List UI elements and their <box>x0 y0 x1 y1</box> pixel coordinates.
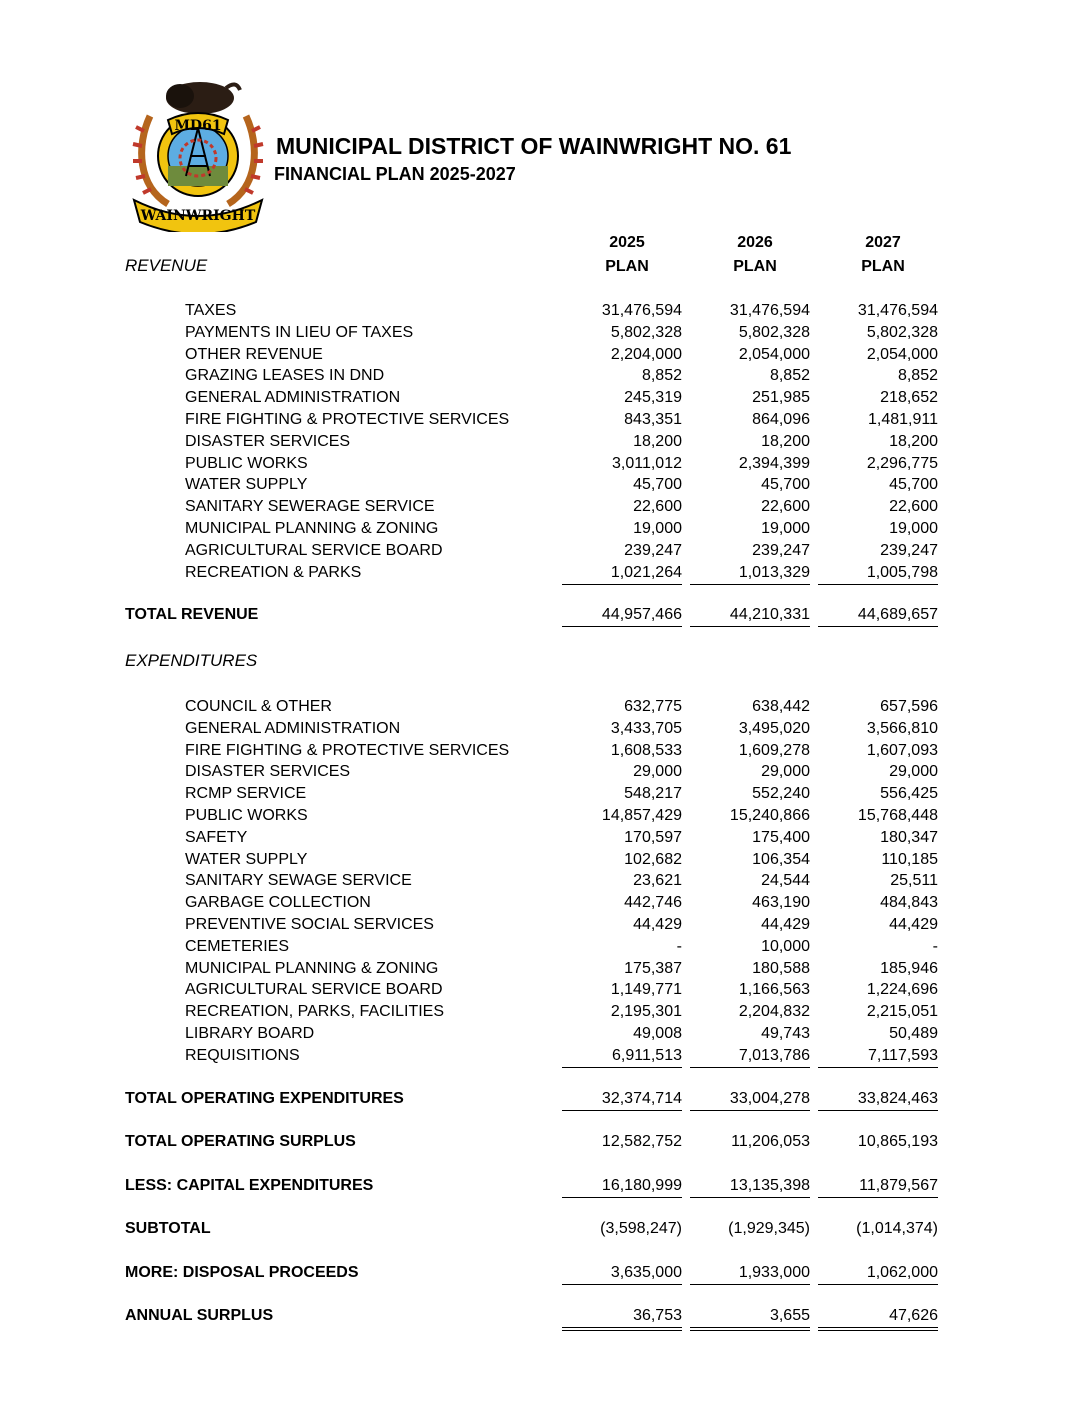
row-value-3: 1,224,696 <box>866 981 938 999</box>
row-value-2: 2,394,399 <box>738 454 810 472</box>
row-value-1: 170,597 <box>624 828 682 846</box>
total-row <box>0 1218 1088 1240</box>
row-value-1: (3,598,247) <box>600 1220 682 1237</box>
row-value-2: (1,929,345) <box>728 1220 810 1237</box>
row-value-2: 2,054,000 <box>738 345 810 363</box>
row-value-1: 31,476,594 <box>601 302 682 319</box>
row-value-2: 44,210,331 <box>690 604 810 627</box>
row-value-3: 1,481,911 <box>868 411 938 428</box>
row-value-3: 15,768,448 <box>857 807 938 824</box>
table-row <box>0 409 1088 431</box>
row-value-3: 1,005,798 <box>818 562 938 585</box>
total-row <box>0 1305 1088 1327</box>
row-value-2: 15,240,866 <box>729 807 810 824</box>
row-value-2: 10,000 <box>761 937 810 955</box>
row-label: LESS: CAPITAL EXPENDITURES <box>125 1177 374 1194</box>
row-value-3: 25,511 <box>890 872 938 890</box>
revenue-heading: REVENUE <box>125 256 208 275</box>
table-row <box>0 740 1088 762</box>
row-value-2: 1,013,329 <box>690 562 810 585</box>
row-label: GRAZING LEASES IN DND <box>185 367 385 385</box>
row-label: SAFETY <box>185 828 248 846</box>
row-value-1: 2,195,301 <box>610 1003 682 1021</box>
table-row <box>0 783 1088 805</box>
row-label: WATER SUPPLY <box>185 476 308 494</box>
row-value-2: 44,429 <box>761 916 810 933</box>
row-value-1: 6,911,513 <box>562 1045 682 1068</box>
row-label: ANNUAL SURPLUS <box>125 1307 274 1324</box>
row-value-1: 22,600 <box>633 498 682 516</box>
row-label: TAXES <box>185 302 237 319</box>
row-label: SANITARY SEWERAGE SERVICE <box>185 498 435 516</box>
row-label: COUNCIL & OTHER <box>185 698 332 715</box>
row-label: OTHER REVENUE <box>185 345 323 363</box>
row-value-2: 22,600 <box>761 498 810 516</box>
row-value-1: 175,387 <box>624 959 682 977</box>
row-label: DISASTER SERVICES <box>185 432 351 450</box>
table-row <box>0 1045 1088 1067</box>
row-value-1: 44,957,466 <box>562 604 682 627</box>
row-value-3: 19,000 <box>889 520 938 537</box>
row-value-3: 45,700 <box>889 476 938 494</box>
row-value-3: 110,185 <box>881 850 938 868</box>
row-label: SUBTOTAL <box>125 1220 211 1237</box>
row-value-2: 24,544 <box>761 872 810 890</box>
row-value-1: 3,635,000 <box>562 1262 682 1285</box>
row-label: GARBAGE COLLECTION <box>185 894 371 912</box>
row-value-3: 1,607,093 <box>866 741 938 759</box>
row-value-2: 251,985 <box>752 389 810 407</box>
row-label: PREVENTIVE SOCIAL SERVICES <box>185 916 434 933</box>
page-subtitle: FINANCIAL PLAN 2025-2027 <box>274 164 516 184</box>
row-value-3: 29,000 <box>889 763 938 781</box>
row-value-3: 18,200 <box>889 432 938 450</box>
row-value-2: 5,802,328 <box>738 323 810 341</box>
row-value-1: 245,319 <box>624 389 682 407</box>
row-label: PAYMENTS IN LIEU OF TAXES <box>185 323 414 341</box>
logo-bottom-text: WAINWRIGHT <box>140 208 256 224</box>
row-label: LIBRARY BOARD <box>185 1025 315 1042</box>
row-label: RECREATION, PARKS, FACILITIES <box>185 1003 445 1021</box>
row-value-3: - <box>932 937 938 955</box>
row-value-3: 180,347 <box>880 828 938 846</box>
row-value-1: 3,011,012 <box>612 454 682 472</box>
row-label: REQUISITIONS <box>185 1046 300 1064</box>
row-value-3: 484,843 <box>880 894 938 912</box>
row-label: RECREATION & PARKS <box>185 563 362 581</box>
row-value-2: 18,200 <box>761 432 810 450</box>
table-row <box>0 718 1088 740</box>
page-title: MUNICIPAL DISTRICT OF WAINWRIGHT NO. 61 <box>276 133 792 159</box>
row-value-1: 843,351 <box>624 411 682 428</box>
table-row <box>0 431 1088 453</box>
row-value-3: 239,247 <box>880 541 938 559</box>
row-value-2: 552,240 <box>752 785 810 803</box>
table-row <box>0 1001 1088 1023</box>
row-value-2: 8,852 <box>769 367 810 385</box>
row-value-3: 657,596 <box>880 698 938 715</box>
row-value-2: 3,655 <box>690 1305 810 1331</box>
table-row <box>0 322 1088 344</box>
row-label: TOTAL OPERATING EXPENDITURES <box>125 1090 404 1107</box>
row-value-1: 12,582,752 <box>601 1133 682 1150</box>
row-value-1: 49,008 <box>633 1025 682 1042</box>
row-value-2: 463,190 <box>752 894 810 912</box>
column-year-2025: 2025 <box>609 234 645 251</box>
row-value-3: 47,626 <box>818 1305 938 1331</box>
row-value-1: 442,746 <box>624 894 682 912</box>
row-value-1: 45,700 <box>633 476 682 494</box>
row-label: FIRE FIGHTING & PROTECTIVE SERVICES <box>185 741 510 759</box>
row-label: CEMETERIES <box>185 937 290 955</box>
row-label: RCMP SERVICE <box>185 785 307 803</box>
row-label: DISASTER SERVICES <box>185 763 351 781</box>
row-value-2: 180,588 <box>752 959 810 977</box>
row-value-3: 2,296,775 <box>866 454 938 472</box>
row-value-2: 13,135,398 <box>690 1175 810 1198</box>
row-value-3: (1,014,374) <box>856 1220 938 1237</box>
row-value-1: 5,802,328 <box>610 323 682 341</box>
row-value-2: 239,247 <box>752 541 810 559</box>
row-value-2: 31,476,594 <box>729 302 810 319</box>
row-label: PUBLIC WORKS <box>185 454 308 472</box>
table-row <box>0 958 1088 980</box>
row-value-2: 33,004,278 <box>690 1088 810 1111</box>
row-value-2: 45,700 <box>761 476 810 494</box>
column-plan-2027: PLAN <box>861 258 905 275</box>
row-value-2: 19,000 <box>761 520 810 537</box>
row-value-2: 638,442 <box>752 698 810 715</box>
column-year-2027: 2027 <box>865 234 901 251</box>
row-label: PUBLIC WORKS <box>185 807 308 824</box>
total-row <box>0 604 1088 626</box>
row-value-2: 7,013,786 <box>690 1045 810 1068</box>
table-row <box>0 496 1088 518</box>
row-label: GENERAL ADMINISTRATION <box>185 389 401 407</box>
table-row <box>0 849 1088 871</box>
table-row <box>0 365 1088 387</box>
column-year-2026: 2026 <box>737 234 773 251</box>
table-row <box>0 474 1088 496</box>
row-value-3: 5,802,328 <box>866 323 938 341</box>
row-value-2: 2,204,832 <box>738 1003 810 1021</box>
table-row <box>0 805 1088 827</box>
row-value-2: 1,609,278 <box>738 741 810 759</box>
md61-wainwright-crest-logo <box>128 76 268 232</box>
table-row <box>0 562 1088 584</box>
row-label: FIRE FIGHTING & PROTECTIVE SERVICES <box>185 411 510 428</box>
row-label: WATER SUPPLY <box>185 850 308 868</box>
row-value-2: 1,166,563 <box>738 981 810 999</box>
row-value-2: 175,400 <box>752 828 810 846</box>
table-row <box>0 870 1088 892</box>
row-value-2: 864,096 <box>752 411 810 428</box>
row-value-1: 18,200 <box>633 432 682 450</box>
table-row <box>0 696 1088 718</box>
row-value-1: 32,374,714 <box>562 1088 682 1111</box>
row-value-1: 19,000 <box>633 520 682 537</box>
row-value-3: 50,489 <box>889 1025 938 1042</box>
row-value-3: 10,865,193 <box>857 1133 938 1150</box>
logo-top-text: MD61 <box>174 118 222 134</box>
row-label: GENERAL ADMINISTRATION <box>185 719 401 737</box>
row-label: TOTAL OPERATING SURPLUS <box>125 1133 356 1150</box>
row-value-1: 23,621 <box>633 872 682 890</box>
row-value-3: 8,852 <box>897 367 938 385</box>
table-row <box>0 387 1088 409</box>
row-value-1: 632,775 <box>624 698 682 715</box>
row-label: TOTAL REVENUE <box>125 606 259 623</box>
row-value-3: 556,425 <box>880 785 938 803</box>
row-value-2: 1,933,000 <box>690 1262 810 1285</box>
total-row <box>0 1088 1088 1110</box>
table-row <box>0 979 1088 1001</box>
total-row <box>0 1131 1088 1153</box>
row-value-3: 11,879,567 <box>818 1175 938 1198</box>
row-value-1: 2,204,000 <box>610 345 682 363</box>
row-value-1: - <box>676 937 682 955</box>
row-value-2: 3,495,020 <box>738 719 810 737</box>
row-label: MUNICIPAL PLANNING & ZONING <box>185 959 439 977</box>
row-label: MUNICIPAL PLANNING & ZONING <box>185 520 439 537</box>
column-plan-2026: PLAN <box>733 258 777 275</box>
row-value-1: 29,000 <box>633 763 682 781</box>
expenditures-heading: EXPENDITURES <box>125 651 258 670</box>
row-value-3: 33,824,463 <box>818 1088 938 1111</box>
row-value-1: 548,217 <box>624 785 682 803</box>
row-value-1: 102,682 <box>624 850 682 868</box>
row-value-3: 2,054,000 <box>866 345 938 363</box>
row-value-3: 185,946 <box>880 959 938 977</box>
table-row <box>0 540 1088 562</box>
row-value-3: 31,476,594 <box>857 302 938 319</box>
column-plan-2025: PLAN <box>605 258 649 275</box>
row-value-1: 16,180,999 <box>562 1175 682 1198</box>
table-row <box>0 936 1088 958</box>
row-value-2: 29,000 <box>761 763 810 781</box>
row-value-3: 2,215,051 <box>866 1003 938 1021</box>
total-row <box>0 1262 1088 1284</box>
table-row <box>0 518 1088 540</box>
table-row <box>0 300 1088 322</box>
table-row <box>0 1023 1088 1045</box>
row-label: AGRICULTURAL SERVICE BOARD <box>185 981 443 999</box>
row-value-1: 1,149,771 <box>610 981 682 999</box>
row-value-2: 11,206,053 <box>731 1133 810 1150</box>
row-value-1: 1,021,264 <box>562 562 682 585</box>
table-row <box>0 827 1088 849</box>
row-value-1: 239,247 <box>624 541 682 559</box>
table-row <box>0 914 1088 936</box>
row-label: SANITARY SEWAGE SERVICE <box>185 872 412 890</box>
row-value-3: 218,652 <box>880 389 938 407</box>
row-value-3: 22,600 <box>889 498 938 516</box>
row-value-1: 1,608,533 <box>610 741 682 759</box>
row-label: AGRICULTURAL SERVICE BOARD <box>185 541 443 559</box>
table-row <box>0 761 1088 783</box>
row-value-2: 49,743 <box>761 1025 810 1042</box>
row-value-1: 44,429 <box>633 916 682 933</box>
row-value-1: 14,857,429 <box>601 807 682 824</box>
row-value-3: 44,689,657 <box>818 604 938 627</box>
row-value-2: 106,354 <box>752 850 810 868</box>
table-row <box>0 453 1088 475</box>
total-row <box>0 1175 1088 1197</box>
row-value-3: 1,062,000 <box>818 1262 938 1285</box>
row-value-1: 8,852 <box>641 367 682 385</box>
table-row <box>0 344 1088 366</box>
row-value-3: 7,117,593 <box>818 1045 938 1068</box>
row-value-3: 44,429 <box>889 916 938 933</box>
row-label: MORE: DISPOSAL PROCEEDS <box>125 1264 359 1281</box>
row-value-3: 3,566,810 <box>866 719 938 737</box>
table-row <box>0 892 1088 914</box>
row-value-1: 36,753 <box>562 1305 682 1331</box>
row-value-1: 3,433,705 <box>610 719 682 737</box>
